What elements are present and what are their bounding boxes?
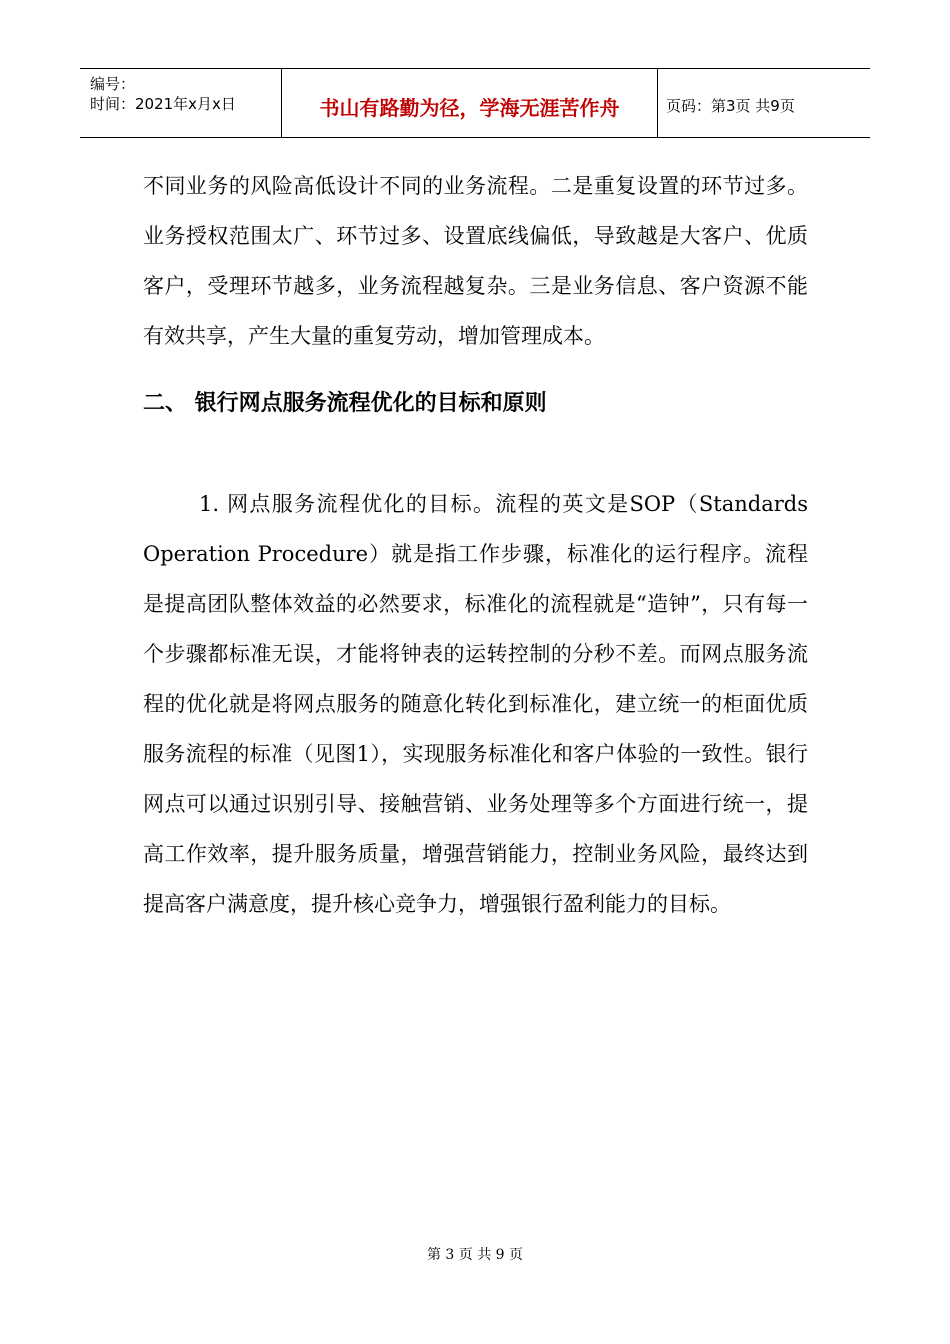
page-footer: 第 3 页 共 9 页: [426, 1247, 524, 1263]
header-page-cell: [658, 69, 870, 137]
header-left-cell: [80, 69, 282, 137]
page-label: 页码：第3页 共9页: [666, 96, 795, 115]
motto-text: 书山有路勤为径，学海无涯苦作舟: [319, 95, 620, 120]
date-label: 时间：2021年x月x日: [90, 95, 236, 113]
number-label: 编号：: [90, 75, 136, 93]
paragraph: 1. 网点服务流程优化的目标。流程的英文是SOP（Standards Operation Procedure）就是指工作步骤，标准化的运行程序。流程是提高团队整体效益的必然要求，标准化的流程就是“造钟”，只有每一个步骤都标准无误，才能将钟表的运转控制的分秒不差。而网点服务流程的优化就是将网点服务的随意化转化到标准化，建立统一的柜面优质服务流程的标准（见图1），实现服务标准化和客户体验的一致性。银行网点可以通过识别引导、接触营销、业务处理等多个方面进行统一，提高工作效率，提升服务质量，增强营销能力，控制业务风险，最终达到提高客户满意度，提升核心竞争力，增强银行盈利能力的目标。: [143, 492, 808, 916]
section-heading: 二、 银行网点服务流程优化的目标和原则: [143, 391, 547, 416]
header-table: [80, 68, 870, 138]
document-body: [143, 161, 808, 929]
header-motto-cell: [282, 69, 658, 137]
paragraph: 不同业务的风险高低设计不同的业务流程。二是重复设置的环节过多。业务授权范围太广、环节过多、设置底线偏低，导致越是大客户、优质客户，受理环节越多，业务流程越复杂。三是业务信息、客户资源不能有效共享，产生大量的重复劳动，增加管理成本。: [143, 174, 808, 348]
